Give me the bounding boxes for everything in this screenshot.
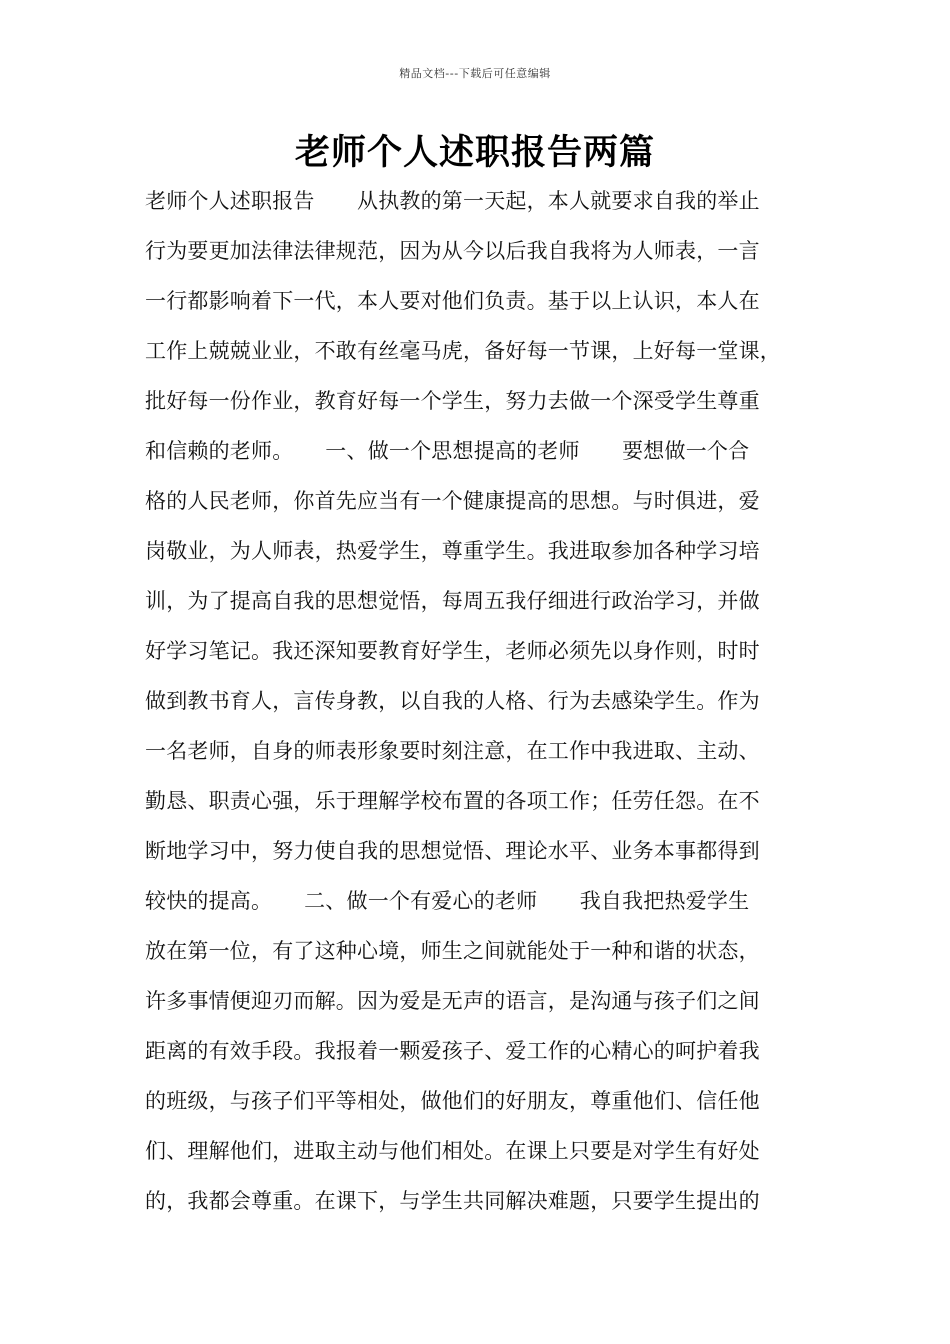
body-line: 许多事情便迎刃而解。因为爱是无声的语言，是沟通与孩子们之间 [145, 989, 760, 1013]
body-line: 做到教书育人，言传身教，以自我的人格、行为去感染学生。作为 [145, 689, 760, 713]
body-line: 断地学习中，努力使自我的思想觉悟、理论水平、业务本事都得到 [145, 839, 760, 863]
body-line: 格的人民老师，你首先应当有一个健康提高的思想。与时俱进，爱 [145, 489, 760, 513]
page-header: 精品文档---下载后可任意编辑 [399, 67, 551, 80]
body-line: 工作上兢兢业业，不敢有丝毫马虎，备好每一节课，上好每一堂课， [145, 339, 781, 363]
body-line: 和信赖的老师。 一、做一个思想提高的老师 要想做一个合 [145, 439, 750, 463]
body-line: 一行都影响着下一代，本人要对他们负责。基于以上认识，本人在 [145, 289, 760, 313]
body-line: 的班级，与孩子们平等相处，做他们的好朋友，尊重他们、信任他 [145, 1089, 760, 1113]
body-line: 们、理解他们，进取主动与他们相处。在课上只要是对学生有好处 [145, 1139, 760, 1163]
document-title: 老师个人述职报告两篇 [294, 133, 655, 173]
document-body [145, 176, 845, 1226]
body-line: 勤恳、职责心强，乐于理解学校布置的各项工作；任劳任怨。在不 [145, 789, 760, 813]
body-line: 训，为了提高自我的思想觉悟，每周五我仔细进行政治学习，并做 [145, 589, 760, 613]
body-line: 批好每一份作业，教育好每一个学生，努力去做一个深受学生尊重 [145, 389, 760, 413]
body-line: 的，我都会尊重。在课下，与学生共同解决难题，只要学生提出的 [145, 1189, 760, 1213]
body-line: 一名老师，自身的师表形象要时刻注意，在工作中我进取、主动、 [145, 739, 760, 763]
body-line: 老师个人述职报告 从执教的第一天起，本人就要求自我的举止 [145, 189, 760, 213]
body-line: 较快的提高。 二、做一个有爱心的老师 我自我把热爱学生 [145, 889, 750, 913]
body-line: 行为要更加法律法律规范，因为从今以后我自我将为人师表，一言 [145, 239, 760, 263]
body-line: 距离的有效手段。我报着一颗爱孩子、爱工作的心精心的呵护着我 [145, 1039, 760, 1063]
body-line: 岗敬业，为人师表，热爱学生，尊重学生。我进取参加各种学习培 [145, 539, 760, 563]
body-line: 好学习笔记。我还深知要教育好学生，老师必须先以身作则，时时 [145, 639, 760, 663]
body-line: 放在第一位，有了这种心境，师生之间就能处于一种和谐的状态， [145, 939, 760, 963]
